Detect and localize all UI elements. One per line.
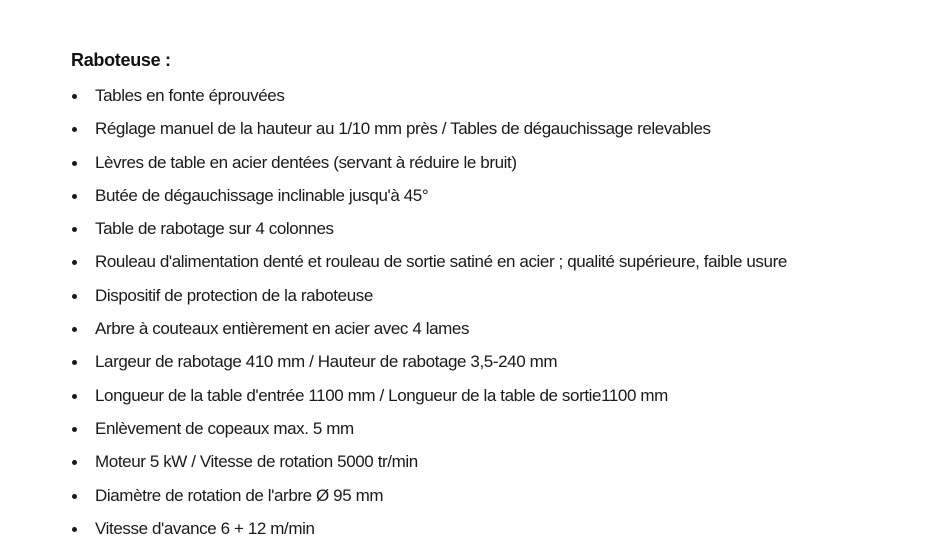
spec-list <box>71 79 911 545</box>
bullet-icon <box>72 260 77 265</box>
list-item-text: Réglage manuel de la hauteur au 1/10 mm près / Tables de dégauchissage relevables <box>95 119 711 139</box>
bullet-icon <box>72 527 77 532</box>
list-item <box>71 146 911 179</box>
list-item <box>71 212 911 245</box>
list-item-text: Moteur 5 kW / Vitesse de rotation 5000 tr/min <box>95 452 418 472</box>
bullet-icon <box>72 460 77 465</box>
list-item-text: Largeur de rabotage 410 mm / Hauteur de rabotage 3,5-240 mm <box>95 352 558 372</box>
list-item <box>71 312 911 345</box>
list-item <box>71 112 911 145</box>
list-item <box>71 412 911 445</box>
list-item-text: Table de rabotage sur 4 colonnes <box>95 219 334 239</box>
list-item-text: Dispositif de protection de la raboteuse <box>95 285 373 305</box>
bullet-icon <box>72 360 77 365</box>
bullet-icon <box>72 394 77 399</box>
bullet-icon <box>72 127 77 132</box>
list-item-text: Rouleau d'alimentation denté et rouleau de sortie satiné en acier ; qualité supérieure, faible usure <box>95 252 787 272</box>
list-item-text: Diamètre de rotation de l'arbre Ø 95 mm <box>95 485 384 505</box>
bullet-icon <box>72 327 77 332</box>
bullet-icon <box>72 161 77 166</box>
bullet-icon <box>72 194 77 199</box>
list-item-text: Longueur de la table d'entrée 1100 mm / Longueur de la table de sortie1100 mm <box>95 385 668 405</box>
list-item-text: Arbre à couteaux entièrement en acier avec 4 lames <box>95 319 470 339</box>
list-item <box>71 245 911 278</box>
bullet-icon <box>72 294 77 299</box>
list-item <box>71 179 911 212</box>
bullet-icon <box>72 494 77 499</box>
spec-section <box>71 46 911 545</box>
list-item-text: Vitesse d'avance 6 + 12 m/min <box>95 518 315 538</box>
list-item <box>71 512 911 545</box>
list-item-text: Lèvres de table en acier dentées (servant à réduire le bruit) <box>95 152 517 172</box>
bullet-icon <box>72 427 77 432</box>
list-item-text: Butée de dégauchissage inclinable jusqu'à 45° <box>95 185 429 205</box>
list-item <box>71 379 911 412</box>
bullet-icon <box>72 94 77 99</box>
section-heading: Raboteuse : <box>71 50 171 70</box>
list-item <box>71 345 911 378</box>
list-item <box>71 279 911 312</box>
list-item <box>71 79 911 112</box>
list-item <box>71 445 911 478</box>
list-item <box>71 479 911 512</box>
bullet-icon <box>72 227 77 232</box>
list-item-text: Enlèvement de copeaux max. 5 mm <box>95 418 354 438</box>
list-item-text: Tables en fonte éprouvées <box>95 86 285 105</box>
